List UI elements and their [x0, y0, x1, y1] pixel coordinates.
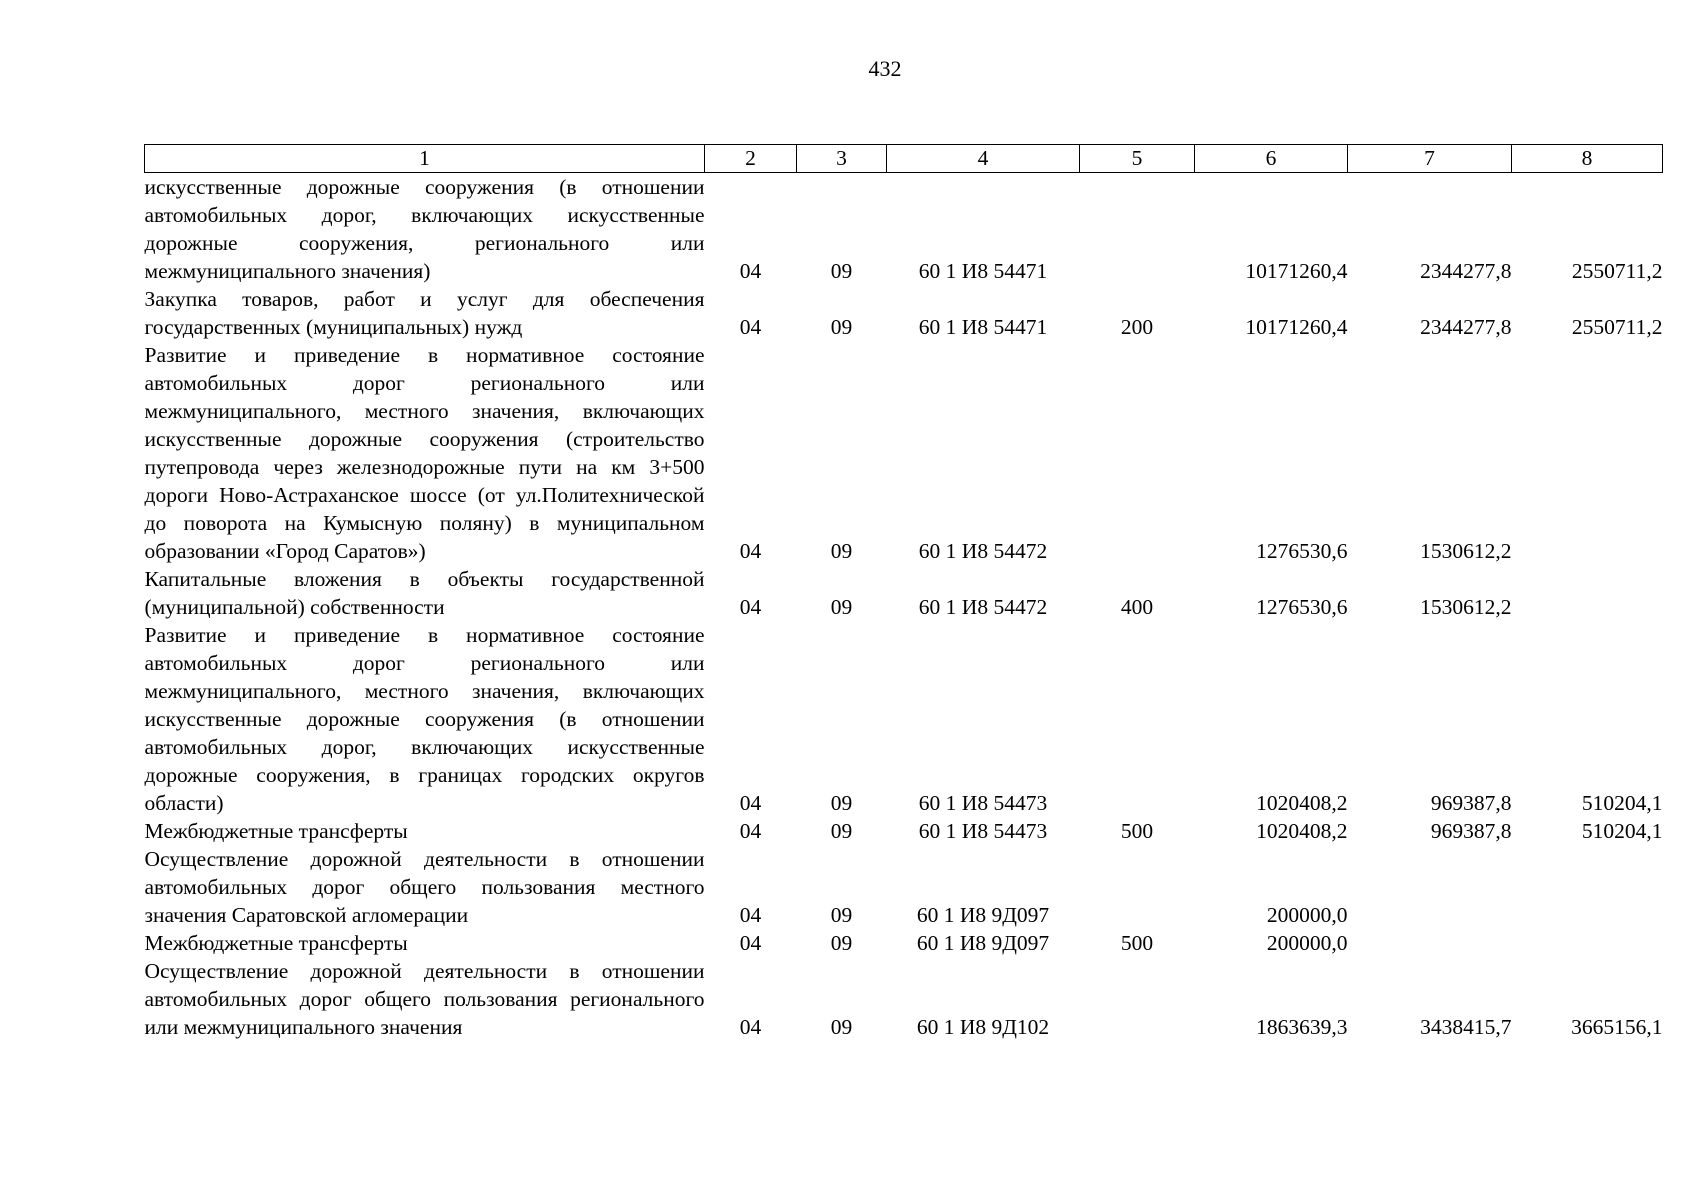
- table-row: [145, 817, 1663, 845]
- row-value-6: 10171260,4: [1245, 315, 1348, 339]
- row-section: 04: [739, 595, 762, 619]
- row-description: Развитие и приведение в нормативное состояние автомобильных дорог регионального или межмуниципального, местного значения, включающих искусственные дорожные сооружения (строительство путепровода через железнодорожные пути на км 3+500 дороги Ново-Астраханское шоссе (от ул.Политехнической до поворота на Кумысную поляну) в муниципальном образовании «Город Саратов»): [144, 343, 705, 563]
- row-description: Капитальные вложения в объекты государственной (муниципальной) собственности: [144, 567, 705, 619]
- row-expense-type: 400: [1120, 595, 1154, 619]
- row-section: 04: [739, 819, 762, 843]
- row-description: искусственные дорожные сооружения (в отношении автомобильных дорог, включающих искусственные дорожные сооружения, регионального или межмуниципального значения): [144, 175, 705, 283]
- row-expense-type: 200: [1120, 315, 1154, 339]
- header-col-1: 1: [145, 145, 705, 173]
- row-value-8: 2550711,2: [1571, 259, 1663, 283]
- row-value-7: [1348, 929, 1512, 957]
- row-value-6: 1276530,6: [1256, 539, 1348, 563]
- table-row: [145, 173, 1663, 286]
- row-value-6: 1276530,6: [1256, 595, 1348, 619]
- row-expense-type: [1080, 957, 1195, 1041]
- row-expense-type: [1080, 621, 1195, 817]
- row-value-8: 510204,1: [1581, 819, 1663, 843]
- row-description: Межбюджетные трансферты: [144, 931, 408, 955]
- table-row: [145, 285, 1663, 341]
- row-value-8: [1512, 845, 1663, 929]
- table-row: [145, 565, 1663, 621]
- row-section: 04: [739, 903, 762, 927]
- header-col-5: 5: [1080, 145, 1195, 173]
- header-col-6: 6: [1195, 145, 1348, 173]
- row-target-code: 60 1 И8 9Д102: [916, 1015, 1050, 1039]
- page-number: 432: [868, 56, 902, 81]
- row-subsection: 09: [830, 931, 853, 955]
- row-subsection: 09: [830, 259, 853, 283]
- row-section: 04: [739, 259, 762, 283]
- row-value-8: 2550711,2: [1571, 315, 1663, 339]
- row-description: Закупка товаров, работ и услуг для обеспечения государственных (муниципальных) нужд: [144, 287, 705, 339]
- row-target-code: 60 1 И8 54473: [918, 819, 1048, 843]
- row-description: Осуществление дорожной деятельности в отношении автомобильных дорог общего пользования регионального или межмуниципального значения: [144, 959, 705, 1039]
- row-value-7: 2344277,8: [1420, 259, 1512, 283]
- row-expense-type: [1080, 341, 1195, 565]
- row-description: Межбюджетные трансферты: [144, 819, 408, 843]
- header-col-7: 7: [1348, 145, 1512, 173]
- table-row: [145, 621, 1663, 817]
- row-target-code: 60 1 И8 54471: [918, 259, 1048, 283]
- row-subsection: 09: [830, 903, 853, 927]
- row-value-8: [1512, 565, 1663, 621]
- row-value-7: 969387,8: [1430, 819, 1512, 843]
- row-value-6: 10171260,4: [1245, 259, 1348, 283]
- row-target-code: 60 1 И8 54472: [918, 539, 1048, 563]
- row-value-8: 3665156,1: [1571, 1015, 1663, 1039]
- row-value-6: 200000,0: [1266, 903, 1348, 927]
- header-col-8: 8: [1512, 145, 1663, 173]
- row-expense-type: [1080, 845, 1195, 929]
- row-value-7: 1530612,2: [1420, 539, 1512, 563]
- row-target-code: 60 1 И8 9Д097: [916, 931, 1050, 955]
- row-value-8: 510204,1: [1581, 791, 1663, 815]
- header-col-2: 2: [705, 145, 797, 173]
- row-value-7: 1530612,2: [1420, 595, 1512, 619]
- row-value-6: 200000,0: [1266, 931, 1348, 955]
- header-col-4: 4: [887, 145, 1080, 173]
- row-section: 04: [739, 931, 762, 955]
- row-value-7: 2344277,8: [1420, 315, 1512, 339]
- row-subsection: 09: [830, 1015, 853, 1039]
- row-value-7: 969387,8: [1430, 791, 1512, 815]
- table-row: [145, 957, 1663, 1041]
- row-value-6: 1863639,3: [1256, 1015, 1348, 1039]
- row-subsection: 09: [830, 595, 853, 619]
- row-section: 04: [739, 539, 762, 563]
- row-subsection: 09: [830, 819, 853, 843]
- header-col-3: 3: [797, 145, 887, 173]
- row-description: Развитие и приведение в нормативное состояние автомобильных дорог регионального или межмуниципального, местного значения, включающих искусственные дорожные сооружения (в отношении автомобильных дорог, включающих искусственные дорожные сооружения, в границах городских округов области): [144, 623, 705, 815]
- row-value-8: [1512, 341, 1663, 565]
- budget-table: [144, 144, 1663, 1041]
- row-section: 04: [739, 791, 762, 815]
- row-subsection: 09: [830, 539, 853, 563]
- row-target-code: 60 1 И8 54471: [918, 315, 1048, 339]
- row-description: Осуществление дорожной деятельности в отношении автомобильных дорог общего пользования местного значения Саратовской агломерации: [144, 847, 705, 927]
- table-body: [145, 173, 1663, 1042]
- row-target-code: 60 1 И8 9Д097: [916, 903, 1050, 927]
- row-value-6: 1020408,2: [1256, 791, 1348, 815]
- row-expense-type: 500: [1120, 819, 1154, 843]
- table-row: [145, 929, 1663, 957]
- row-subsection: 09: [830, 315, 853, 339]
- row-target-code: 60 1 И8 54473: [918, 791, 1048, 815]
- row-value-6: 1020408,2: [1256, 819, 1348, 843]
- row-target-code: 60 1 И8 54472: [918, 595, 1048, 619]
- row-section: 04: [739, 315, 762, 339]
- row-value-8: [1512, 929, 1663, 957]
- row-value-7: 3438415,7: [1420, 1015, 1512, 1039]
- row-subsection: 09: [830, 791, 853, 815]
- row-expense-type: 500: [1120, 931, 1154, 955]
- table-row: [145, 341, 1663, 565]
- table-header: [145, 145, 1663, 173]
- table-row: [145, 845, 1663, 929]
- row-section: 04: [739, 1015, 762, 1039]
- row-expense-type: [1080, 173, 1195, 286]
- row-value-7: [1348, 845, 1512, 929]
- header-row: [145, 145, 1663, 173]
